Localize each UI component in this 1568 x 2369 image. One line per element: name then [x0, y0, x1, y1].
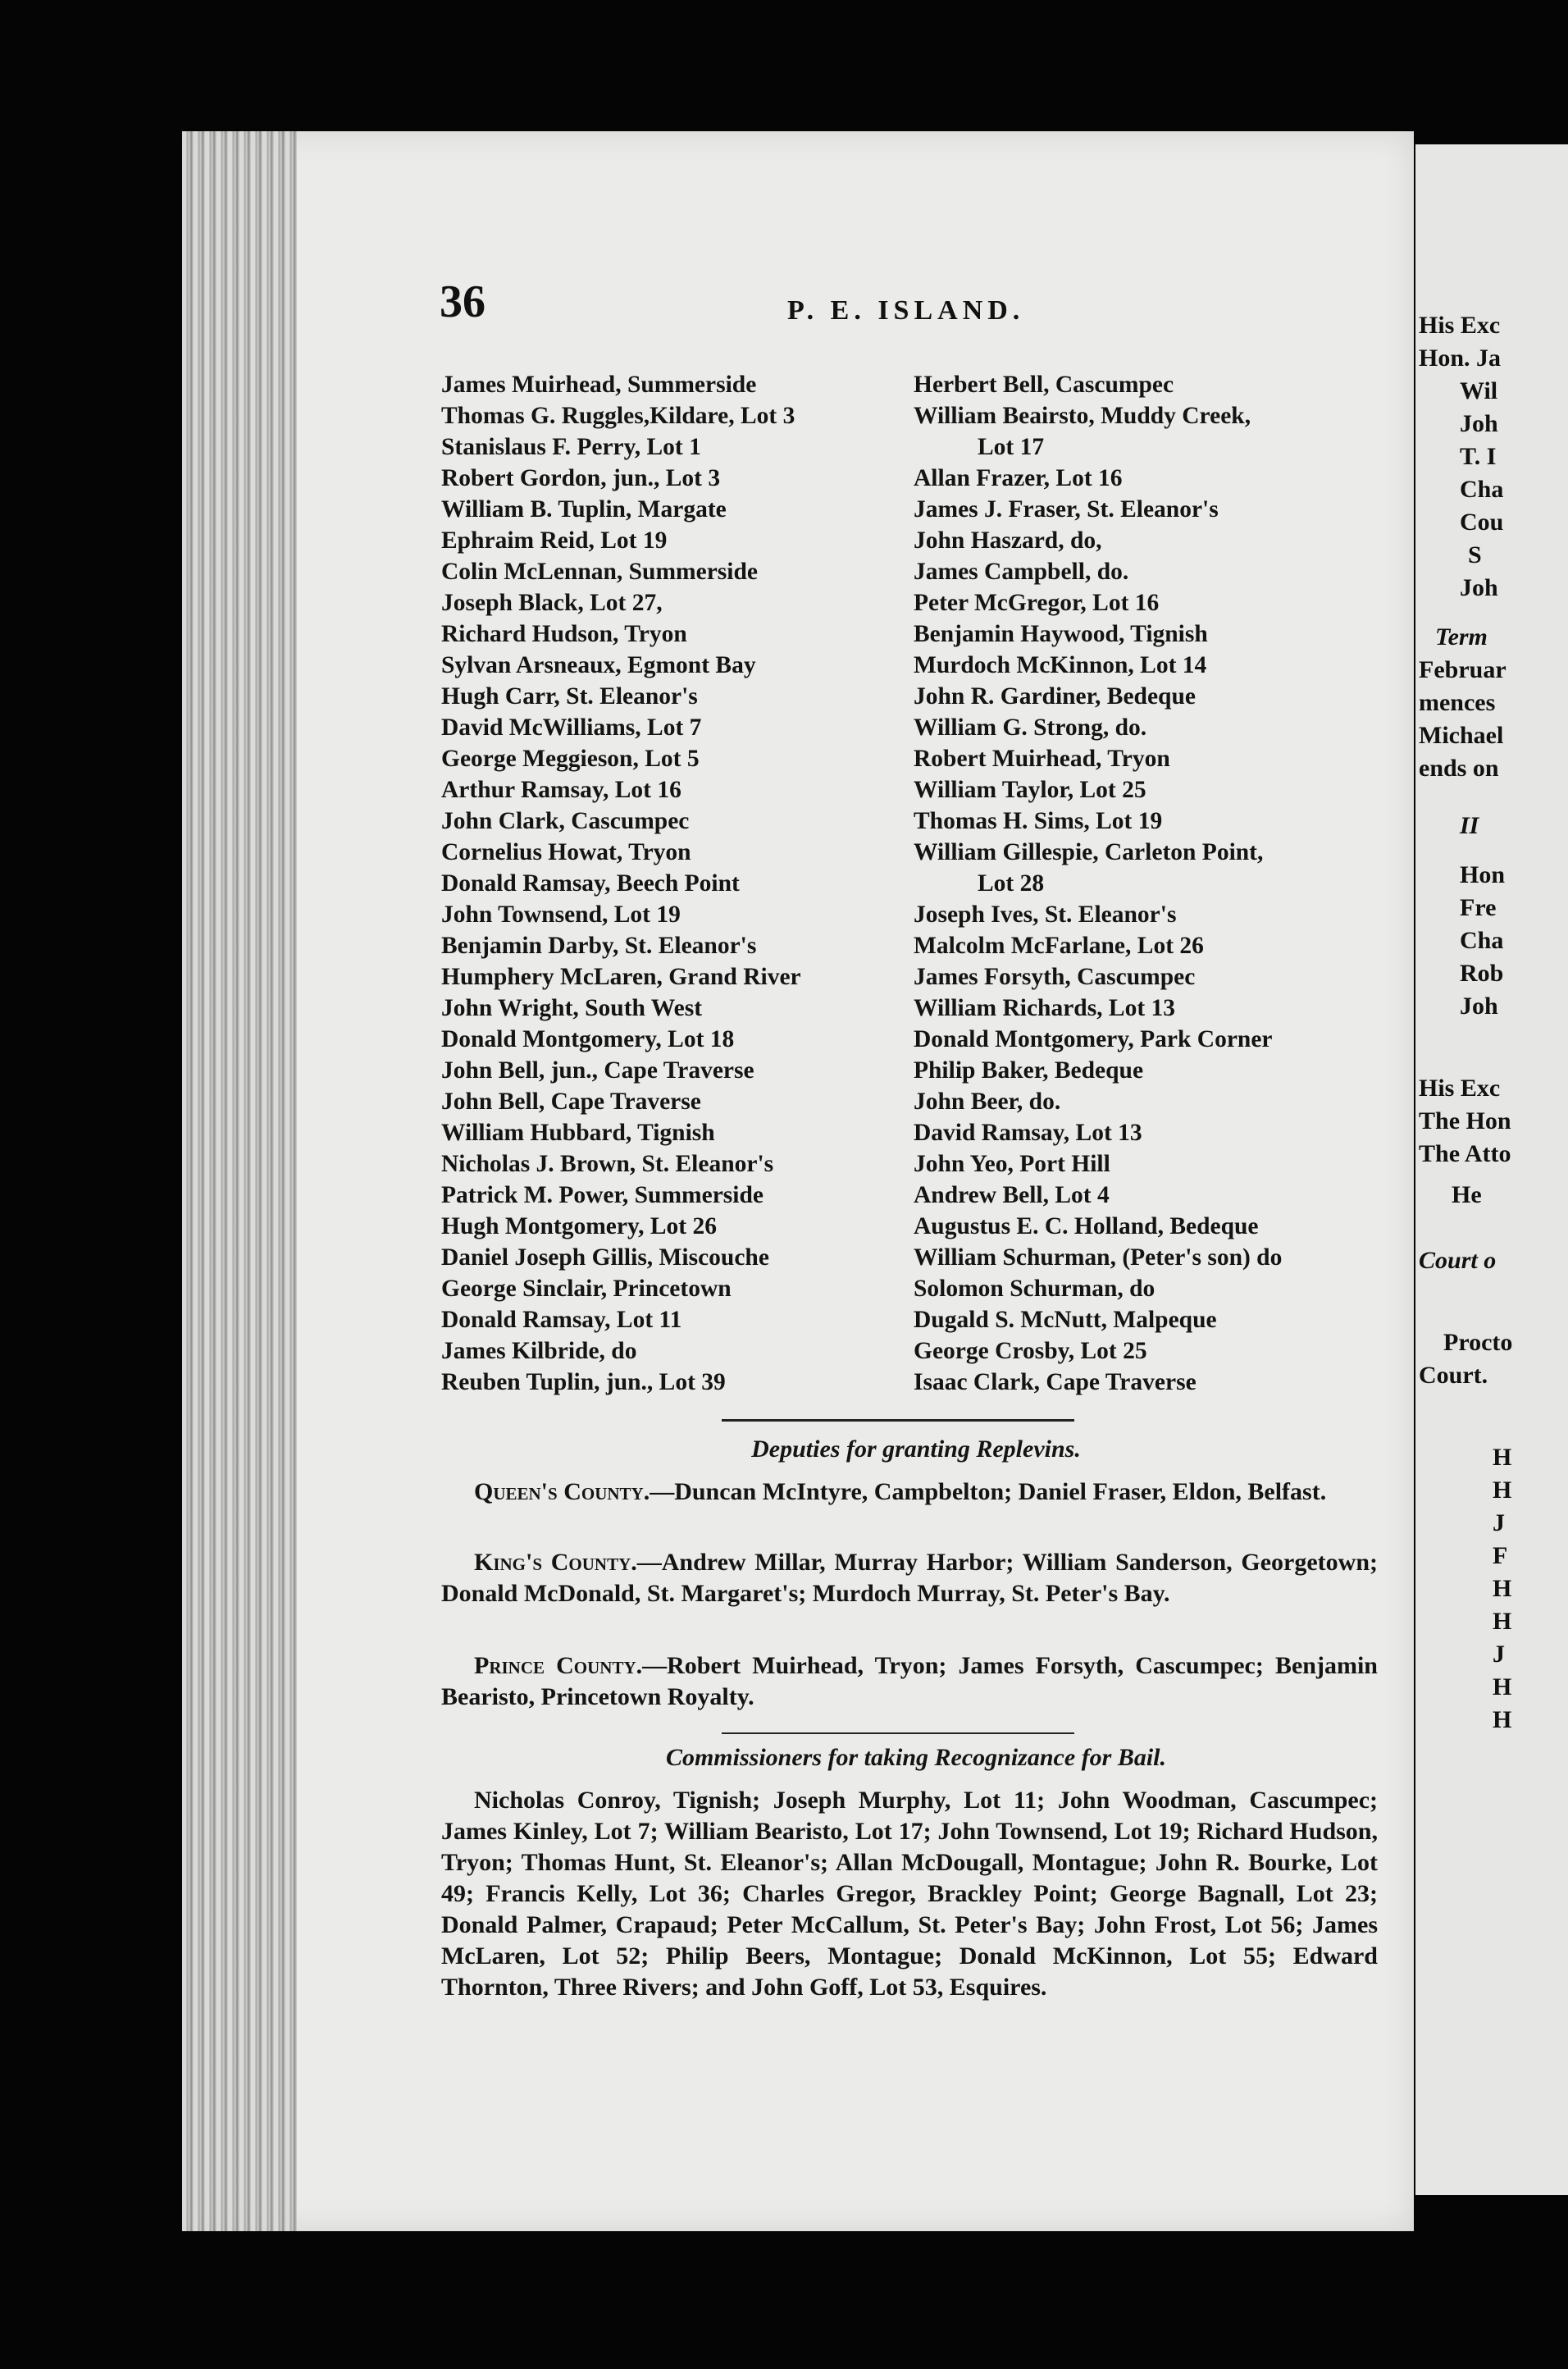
- name-entry: John Wright, South West: [441, 995, 703, 1021]
- name-entry: Joseph Ives, St. Eleanor's: [914, 901, 1177, 928]
- name-entry: Solomon Schurman, do: [914, 1276, 1155, 1302]
- name-entry: Ephraim Reid, Lot 19: [441, 527, 668, 554]
- adjacent-page-fragment: S: [1468, 541, 1482, 568]
- queens-county-label: Queen's County.: [474, 1478, 650, 1505]
- commissioners-text: Nicholas Conroy, Tignish; Joseph Murphy, Lot 11; John Woodman, Cascumpec; James Kinley, Lot 7; William Bearisto, Lot 17; John Townsend, Lot 19; Richard Hudson, Tryon; Thomas Hunt, St. Eleanor's; Allan McDougall, Montague; John R. Bourke, Lot 49; Francis Kelly, Lot 36; Charles Gregor, Brackley Point; George Bagnall, Lot 23; Donald Palmer, Crapaud; Peter McCallum, St. Peter's Bay; John Frost, Lot 56; James McLaren, Lot 52; Philip Beers, Montague; Donald McKinnon, Lot 55; Edward Thornton, Three Rivers; and John Goff, Lot 53, Esquires.: [441, 1787, 1378, 2001]
- name-entry: Donald Ramsay, Lot 11: [441, 1307, 682, 1333]
- name-entry: Benjamin Darby, St. Eleanor's: [441, 933, 757, 959]
- adjacent-page-fragment: H: [1493, 1444, 1512, 1471]
- name-entry: Nicholas J. Brown, St. Eleanor's: [441, 1151, 774, 1177]
- adjacent-page-fragment: Cou: [1460, 509, 1504, 536]
- name-entry: Joseph Black, Lot 27,: [441, 590, 663, 616]
- name-entry: Dugald S. McNutt, Malpeque: [914, 1307, 1217, 1333]
- adjacent-page-fragment: His Exc: [1419, 312, 1501, 339]
- adjacent-page-fragment: Joh: [1460, 574, 1498, 601]
- name-entry: Donald Montgomery, Park Corner: [914, 1026, 1273, 1052]
- name-entry: William Taylor, Lot 25: [914, 777, 1146, 803]
- name-entry: William Gillespie, Carleton Point,: [914, 839, 1264, 865]
- deputies-heading: Deputies for granting Replevins.: [751, 1436, 1081, 1463]
- name-entry: James J. Fraser, St. Eleanor's: [914, 496, 1219, 523]
- name-entry: Hugh Montgomery, Lot 26: [441, 1213, 717, 1239]
- name-entry: Donald Ramsay, Beech Point: [441, 870, 740, 897]
- adjacent-page-fragment: Hon. Ja: [1419, 345, 1502, 372]
- adjacent-page-fragment: mences: [1419, 689, 1496, 716]
- name-entry: Peter McGregor, Lot 16: [914, 590, 1160, 616]
- name-entry: John Townsend, Lot 19: [441, 901, 681, 928]
- adjacent-page-fragment: Hon: [1460, 861, 1506, 888]
- deputies-prince-county: [441, 1650, 1378, 1713]
- name-entry: William Beairsto, Muddy Creek,: [914, 403, 1251, 429]
- left-name-column: [441, 369, 900, 1398]
- deputies-kings-county: [441, 1547, 1378, 1609]
- prince-county-text: —Robert Muirhead, Tryon; James Forsyth, Cascumpec; Benjamin Bearisto, Princetown Royalty.: [441, 1652, 1378, 1710]
- adjacent-page-fragment: H: [1493, 1477, 1512, 1504]
- name-entry: Benjamin Haywood, Tignish: [914, 621, 1208, 647]
- name-entry: John Clark, Cascumpec: [441, 808, 690, 834]
- page-title: P. E. ISLAND.: [787, 295, 1025, 326]
- kings-county-label: King's County.: [474, 1549, 637, 1576]
- name-entry: Colin McLennan, Summerside: [441, 559, 758, 585]
- adjacent-page-fragment: J: [1493, 1509, 1505, 1536]
- name-entry: Hugh Carr, St. Eleanor's: [441, 683, 698, 710]
- name-entry: George Meggieson, Lot 5: [441, 746, 700, 772]
- name-entry: Lot 28: [978, 870, 1045, 897]
- name-entry: Arthur Ramsay, Lot 16: [441, 777, 681, 803]
- name-entry: John Haszard, do,: [914, 527, 1102, 554]
- adjacent-page-fragment: Fre: [1460, 894, 1497, 921]
- adjacent-page-fragment: J: [1493, 1641, 1505, 1668]
- name-entry: George Sinclair, Princetown: [441, 1276, 732, 1302]
- adjacent-page-fragment: F: [1493, 1542, 1508, 1569]
- name-entry: Sylvan Arsneaux, Egmont Bay: [441, 652, 756, 678]
- name-entry: Murdoch McKinnon, Lot 14: [914, 652, 1207, 678]
- commissioners-paragraph: [441, 1785, 1378, 2003]
- name-entry: Donald Montgomery, Lot 18: [441, 1026, 735, 1052]
- kings-county-text: —Andrew Millar, Murray Harbor; William Sanderson, Georgetown; Donald McDonald, St. Margaret's; Murdoch Murray, St. Peter's Bay.: [441, 1549, 1379, 1607]
- name-entry: William Richards, Lot 13: [914, 995, 1176, 1021]
- adjacent-page-fragment: The Hon: [1419, 1107, 1511, 1134]
- adjacent-page-fragment: H: [1493, 1706, 1512, 1733]
- name-entry: Lot 17: [978, 434, 1045, 460]
- adjacent-page-fragment: Cha: [1460, 476, 1504, 503]
- name-entry: James Campbell, do.: [914, 559, 1129, 585]
- name-entry: John Bell, jun., Cape Traverse: [441, 1057, 754, 1084]
- adjacent-page-fragment: Joh: [1460, 993, 1498, 1020]
- name-entry: James Muirhead, Summerside: [441, 372, 757, 398]
- adjacent-page-fragment: Joh: [1460, 410, 1498, 437]
- name-entry: Allan Frazer, Lot 16: [914, 465, 1123, 491]
- adjacent-page-fragment: The Atto: [1419, 1140, 1511, 1167]
- adjacent-page: [1415, 144, 1568, 2195]
- adjacent-page-fragment: H: [1493, 1608, 1512, 1635]
- page-number: 36: [440, 276, 485, 327]
- name-entry: Isaac Clark, Cape Traverse: [914, 1369, 1197, 1395]
- name-entry: Augustus E. C. Holland, Bedeque: [914, 1213, 1259, 1239]
- deputies-queens-county: [441, 1477, 1378, 1508]
- commissioners-heading: Commissioners for taking Recognizance for Bail.: [665, 1744, 1167, 1771]
- prince-county-label: Prince County.: [474, 1652, 643, 1679]
- section-divider: [722, 1419, 1074, 1422]
- adjacent-page-fragment: T. I: [1460, 443, 1497, 470]
- name-entry: William Schurman, (Peter's son) do: [914, 1244, 1283, 1271]
- adjacent-page-fragment: Cha: [1460, 927, 1504, 954]
- name-entry: Patrick M. Power, Summerside: [441, 1182, 763, 1208]
- adjacent-page-fragment: Court.: [1419, 1362, 1488, 1389]
- name-entry: Humphery McLaren, Grand River: [441, 964, 801, 990]
- adjacent-page-fragment: He: [1452, 1181, 1482, 1208]
- section-divider-2: [722, 1732, 1074, 1734]
- adjacent-page-fragment: Procto: [1443, 1329, 1513, 1356]
- adjacent-page-fragment: Term: [1435, 623, 1488, 650]
- name-entry: Thomas G. Ruggles,Kildare, Lot 3: [441, 403, 795, 429]
- name-entry: Thomas H. Sims, Lot 19: [914, 808, 1163, 834]
- name-entry: Robert Gordon, jun., Lot 3: [441, 465, 721, 491]
- name-entry: John Bell, Cape Traverse: [441, 1089, 701, 1115]
- name-entry: Andrew Bell, Lot 4: [914, 1182, 1110, 1208]
- name-entry: Stanislaus F. Perry, Lot 1: [441, 434, 701, 460]
- name-entry: George Crosby, Lot 25: [914, 1338, 1147, 1364]
- adjacent-page-fragment: Michael: [1419, 722, 1504, 749]
- name-entry: Malcolm McFarlane, Lot 26: [914, 933, 1204, 959]
- name-entry: Cornelius Howat, Tryon: [441, 839, 691, 865]
- page-edge-stack: [182, 131, 297, 2231]
- name-entry: William Hubbard, Tignish: [441, 1120, 715, 1146]
- name-entry: Herbert Bell, Cascumpec: [914, 372, 1174, 398]
- adjacent-page-fragment: ends on: [1419, 755, 1499, 782]
- adjacent-page-fragment: II: [1460, 812, 1479, 839]
- name-entry: David Ramsay, Lot 13: [914, 1120, 1142, 1146]
- name-entry: John R. Gardiner, Bedeque: [914, 683, 1196, 710]
- adjacent-page-fragment: H: [1493, 1673, 1512, 1700]
- name-entry: David McWilliams, Lot 7: [441, 714, 702, 741]
- adjacent-page-fragment: His Exc: [1419, 1075, 1501, 1102]
- queens-county-text: —Duncan McIntyre, Campbelton; Daniel Fraser, Eldon, Belfast.: [650, 1478, 1327, 1505]
- name-entry: Richard Hudson, Tryon: [441, 621, 687, 647]
- name-entry: James Forsyth, Cascumpec: [914, 964, 1196, 990]
- name-entry: Daniel Joseph Gillis, Miscouche: [441, 1244, 769, 1271]
- right-name-column: [914, 369, 1391, 1398]
- adjacent-page-fragment: H: [1493, 1575, 1512, 1602]
- name-entry: Robert Muirhead, Tryon: [914, 746, 1170, 772]
- adjacent-page-fragment: Rob: [1460, 960, 1504, 987]
- adjacent-page-fragment: Wil: [1460, 377, 1498, 404]
- name-entry: Reuben Tuplin, jun., Lot 39: [441, 1369, 726, 1395]
- name-entry: James Kilbride, do: [441, 1338, 637, 1364]
- name-entry: William G. Strong, do.: [914, 714, 1147, 741]
- name-entry: John Yeo, Port Hill: [914, 1151, 1110, 1177]
- name-entry: William B. Tuplin, Margate: [441, 496, 727, 523]
- adjacent-page-fragment: Court o: [1419, 1247, 1497, 1274]
- adjacent-page-fragment: Februar: [1419, 656, 1506, 683]
- name-entry: John Beer, do.: [914, 1089, 1061, 1115]
- name-entry: Philip Baker, Bedeque: [914, 1057, 1144, 1084]
